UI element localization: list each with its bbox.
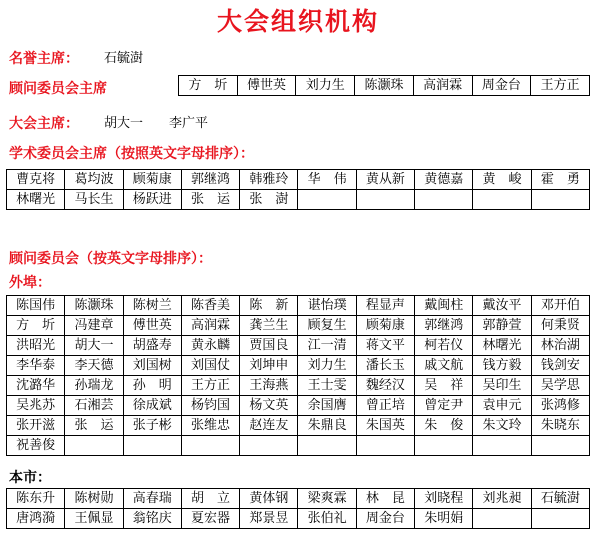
member-name-cell: 赵连友 [240,416,298,436]
advisory-committee-label: 顾问委员会（按英文字母排序）： [9,251,212,267]
advisory-chair-name: 王方正 [531,76,590,96]
member-name-cell: 黄 峻 [473,170,531,190]
member-name-cell: 吴兆苏 [7,396,65,416]
advisory-chair-name: 方 圻 [179,76,238,96]
table-row [7,396,590,416]
member-name-cell: 柯若仪 [415,336,473,356]
honorary-chair-label: 名誉主席： [9,51,79,67]
empty-cell [181,436,239,456]
empty-cell [531,190,589,210]
table-row [7,416,590,436]
member-name-cell: 林曙光 [7,190,65,210]
member-name-cell: 林治湖 [531,336,589,356]
member-name-cell: 华 伟 [298,170,356,190]
member-name-cell: 曾正培 [356,396,414,416]
member-name-cell: 王士雯 [298,376,356,396]
member-name-cell: 钱剑安 [531,356,589,376]
advisory-chair-name: 周金台 [472,76,531,96]
member-name-cell: 高润霖 [181,316,239,336]
table-row [7,336,590,356]
member-name-cell: 胡 立 [181,489,239,509]
member-name-cell: 黄永麟 [181,336,239,356]
member-name-cell: 冯建章 [65,316,123,336]
member-name-cell: 黄体钢 [240,489,298,509]
table-row [7,376,590,396]
member-name-cell: 林 昆 [356,489,414,509]
member-name-cell: 郑景昱 [240,509,298,529]
member-name-cell: 刘国仗 [181,356,239,376]
member-name-cell: 刘力生 [298,356,356,376]
member-name-cell: 刘坤申 [240,356,298,376]
member-name-cell: 戴闽柱 [415,296,473,316]
member-name-cell: 石湘芸 [65,396,123,416]
page-title: 大会组织机构 [216,7,379,36]
member-name-cell: 戚文航 [415,356,473,376]
member-name-cell: 朱鼎良 [298,416,356,436]
member-name-cell: 朱 俊 [415,416,473,436]
table-row [7,316,590,336]
advisory-chairs-table [178,75,590,96]
member-name-cell: 杨文英 [240,396,298,416]
member-name-cell: 张 运 [65,416,123,436]
member-name-cell: 陈灏珠 [65,296,123,316]
empty-cell [473,436,531,456]
member-name-cell: 王佩显 [65,509,123,529]
member-name-cell: 刘兆昶 [473,489,531,509]
member-name-cell: 陈香美 [181,296,239,316]
empty-cell [240,436,298,456]
member-name-cell: 邓开伯 [531,296,589,316]
table-row [7,436,590,456]
outside-members-table [6,295,590,456]
member-name-cell: 孙 明 [123,376,181,396]
member-name-cell: 龚兰生 [240,316,298,336]
member-name-cell: 杨钧国 [181,396,239,416]
member-name-cell: 高春瑞 [123,489,181,509]
member-name-cell: 孙瑞龙 [65,376,123,396]
table-row [7,356,590,376]
member-name-cell: 潘长玉 [356,356,414,376]
member-name-cell: 魏经汉 [356,376,414,396]
table-row [7,170,590,190]
member-name-cell: 曾定尹 [415,396,473,416]
member-name-cell: 郭继鸿 [181,170,239,190]
advisory-chair-name: 陈灏珠 [355,76,414,96]
advisory-chair-name: 高润霖 [413,76,472,96]
empty-cell [415,436,473,456]
member-name-cell: 韩雅玲 [240,170,298,190]
member-name-cell: 陈树兰 [123,296,181,316]
outside-label: 外埠： [9,275,51,291]
academic-chairs-table [6,169,590,210]
member-name-cell: 郭继鸿 [415,316,473,336]
advisory-chair-name: 刘力生 [296,76,355,96]
member-name-cell: 刘国树 [123,356,181,376]
member-name-cell: 葛均波 [65,170,123,190]
table-row [7,296,590,316]
member-name-cell: 蒋文平 [356,336,414,356]
member-name-cell: 李华泰 [7,356,65,376]
member-name-cell: 郭静萱 [473,316,531,336]
member-name-cell: 陈国伟 [7,296,65,316]
advisory-chairs-label: 顾问委员会主席 [9,81,107,97]
member-name-cell: 张开滋 [7,416,65,436]
member-name-cell: 林曙光 [473,336,531,356]
member-name-cell: 张 澍 [240,190,298,210]
member-name-cell: 张鸿修 [531,396,589,416]
empty-cell [473,190,531,210]
member-name-cell: 陈 新 [240,296,298,316]
member-name-cell: 顾菊康 [123,170,181,190]
local-members-table [6,488,590,529]
member-name-cell: 方 圻 [7,316,65,336]
member-name-cell: 沈潞华 [7,376,65,396]
congress-chairs-label: 大会主席： [9,116,79,132]
member-name-cell: 刘晓程 [415,489,473,509]
empty-cell [356,436,414,456]
member-name-cell: 余国膺 [298,396,356,416]
table-row [7,489,590,509]
empty-cell [298,190,356,210]
empty-cell [531,436,589,456]
honorary-chair-value: 石毓澍 [104,51,144,66]
empty-cell [531,509,589,529]
member-name-cell: 张 运 [181,190,239,210]
member-name-cell: 唐鸿漪 [7,509,65,529]
empty-cell [65,436,123,456]
table-row [7,509,590,529]
member-name-cell: 吴 祥 [415,376,473,396]
congress-chairs-value: 胡大一 李广平 [104,116,209,131]
member-name-cell: 朱文玲 [473,416,531,436]
member-name-cell: 何秉贤 [531,316,589,336]
member-name-cell: 王海燕 [240,376,298,396]
member-name-cell: 张子彬 [123,416,181,436]
member-name-cell: 张伯礼 [298,509,356,529]
member-name-cell: 程显声 [356,296,414,316]
member-name-cell: 胡盛寿 [123,336,181,356]
empty-cell [415,190,473,210]
member-name-cell: 江一清 [298,336,356,356]
empty-cell [356,190,414,210]
member-name-cell: 朱晓东 [531,416,589,436]
academic-chairs-label: 学术委员会主席（按照英文字母排序）： [9,146,254,162]
member-name-cell: 石毓澍 [531,489,589,509]
member-name-cell: 霍 勇 [531,170,589,190]
member-name-cell: 贾国良 [240,336,298,356]
member-name-cell: 张维忠 [181,416,239,436]
member-name-cell: 黄德嘉 [415,170,473,190]
table-row [179,76,590,96]
member-name-cell: 徐成斌 [123,396,181,416]
empty-cell [298,436,356,456]
member-name-cell: 陈东升 [7,489,65,509]
member-name-cell: 谌怡璞 [298,296,356,316]
member-name-cell: 王方正 [181,376,239,396]
member-name-cell: 戴汝平 [473,296,531,316]
member-name-cell: 胡大一 [65,336,123,356]
member-name-cell: 马长生 [65,190,123,210]
member-name-cell: 吴印生 [473,376,531,396]
member-name-cell: 朱国英 [356,416,414,436]
member-name-cell: 袁申元 [473,396,531,416]
member-name-cell: 顾菊康 [356,316,414,336]
empty-cell [123,436,181,456]
member-name-cell: 李天德 [65,356,123,376]
advisory-chair-name: 傅世英 [237,76,296,96]
local-label: 本市： [9,470,51,486]
member-name-cell: 梁爽霖 [298,489,356,509]
member-name-cell: 周金台 [356,509,414,529]
member-name-cell: 傅世英 [123,316,181,336]
empty-cell [473,509,531,529]
table-row [7,190,590,210]
member-name-cell: 钱方毅 [473,356,531,376]
member-name-cell: 洪昭光 [7,336,65,356]
member-name-cell: 翁铭庆 [123,509,181,529]
member-name-cell: 祝善俊 [7,436,65,456]
member-name-cell: 顾复生 [298,316,356,336]
member-name-cell: 杨跃进 [123,190,181,210]
member-name-cell: 曹克将 [7,170,65,190]
member-name-cell: 陈树勋 [65,489,123,509]
member-name-cell: 朱明娟 [415,509,473,529]
member-name-cell: 夏宏器 [181,509,239,529]
member-name-cell: 吴学思 [531,376,589,396]
member-name-cell: 黄从新 [356,170,414,190]
